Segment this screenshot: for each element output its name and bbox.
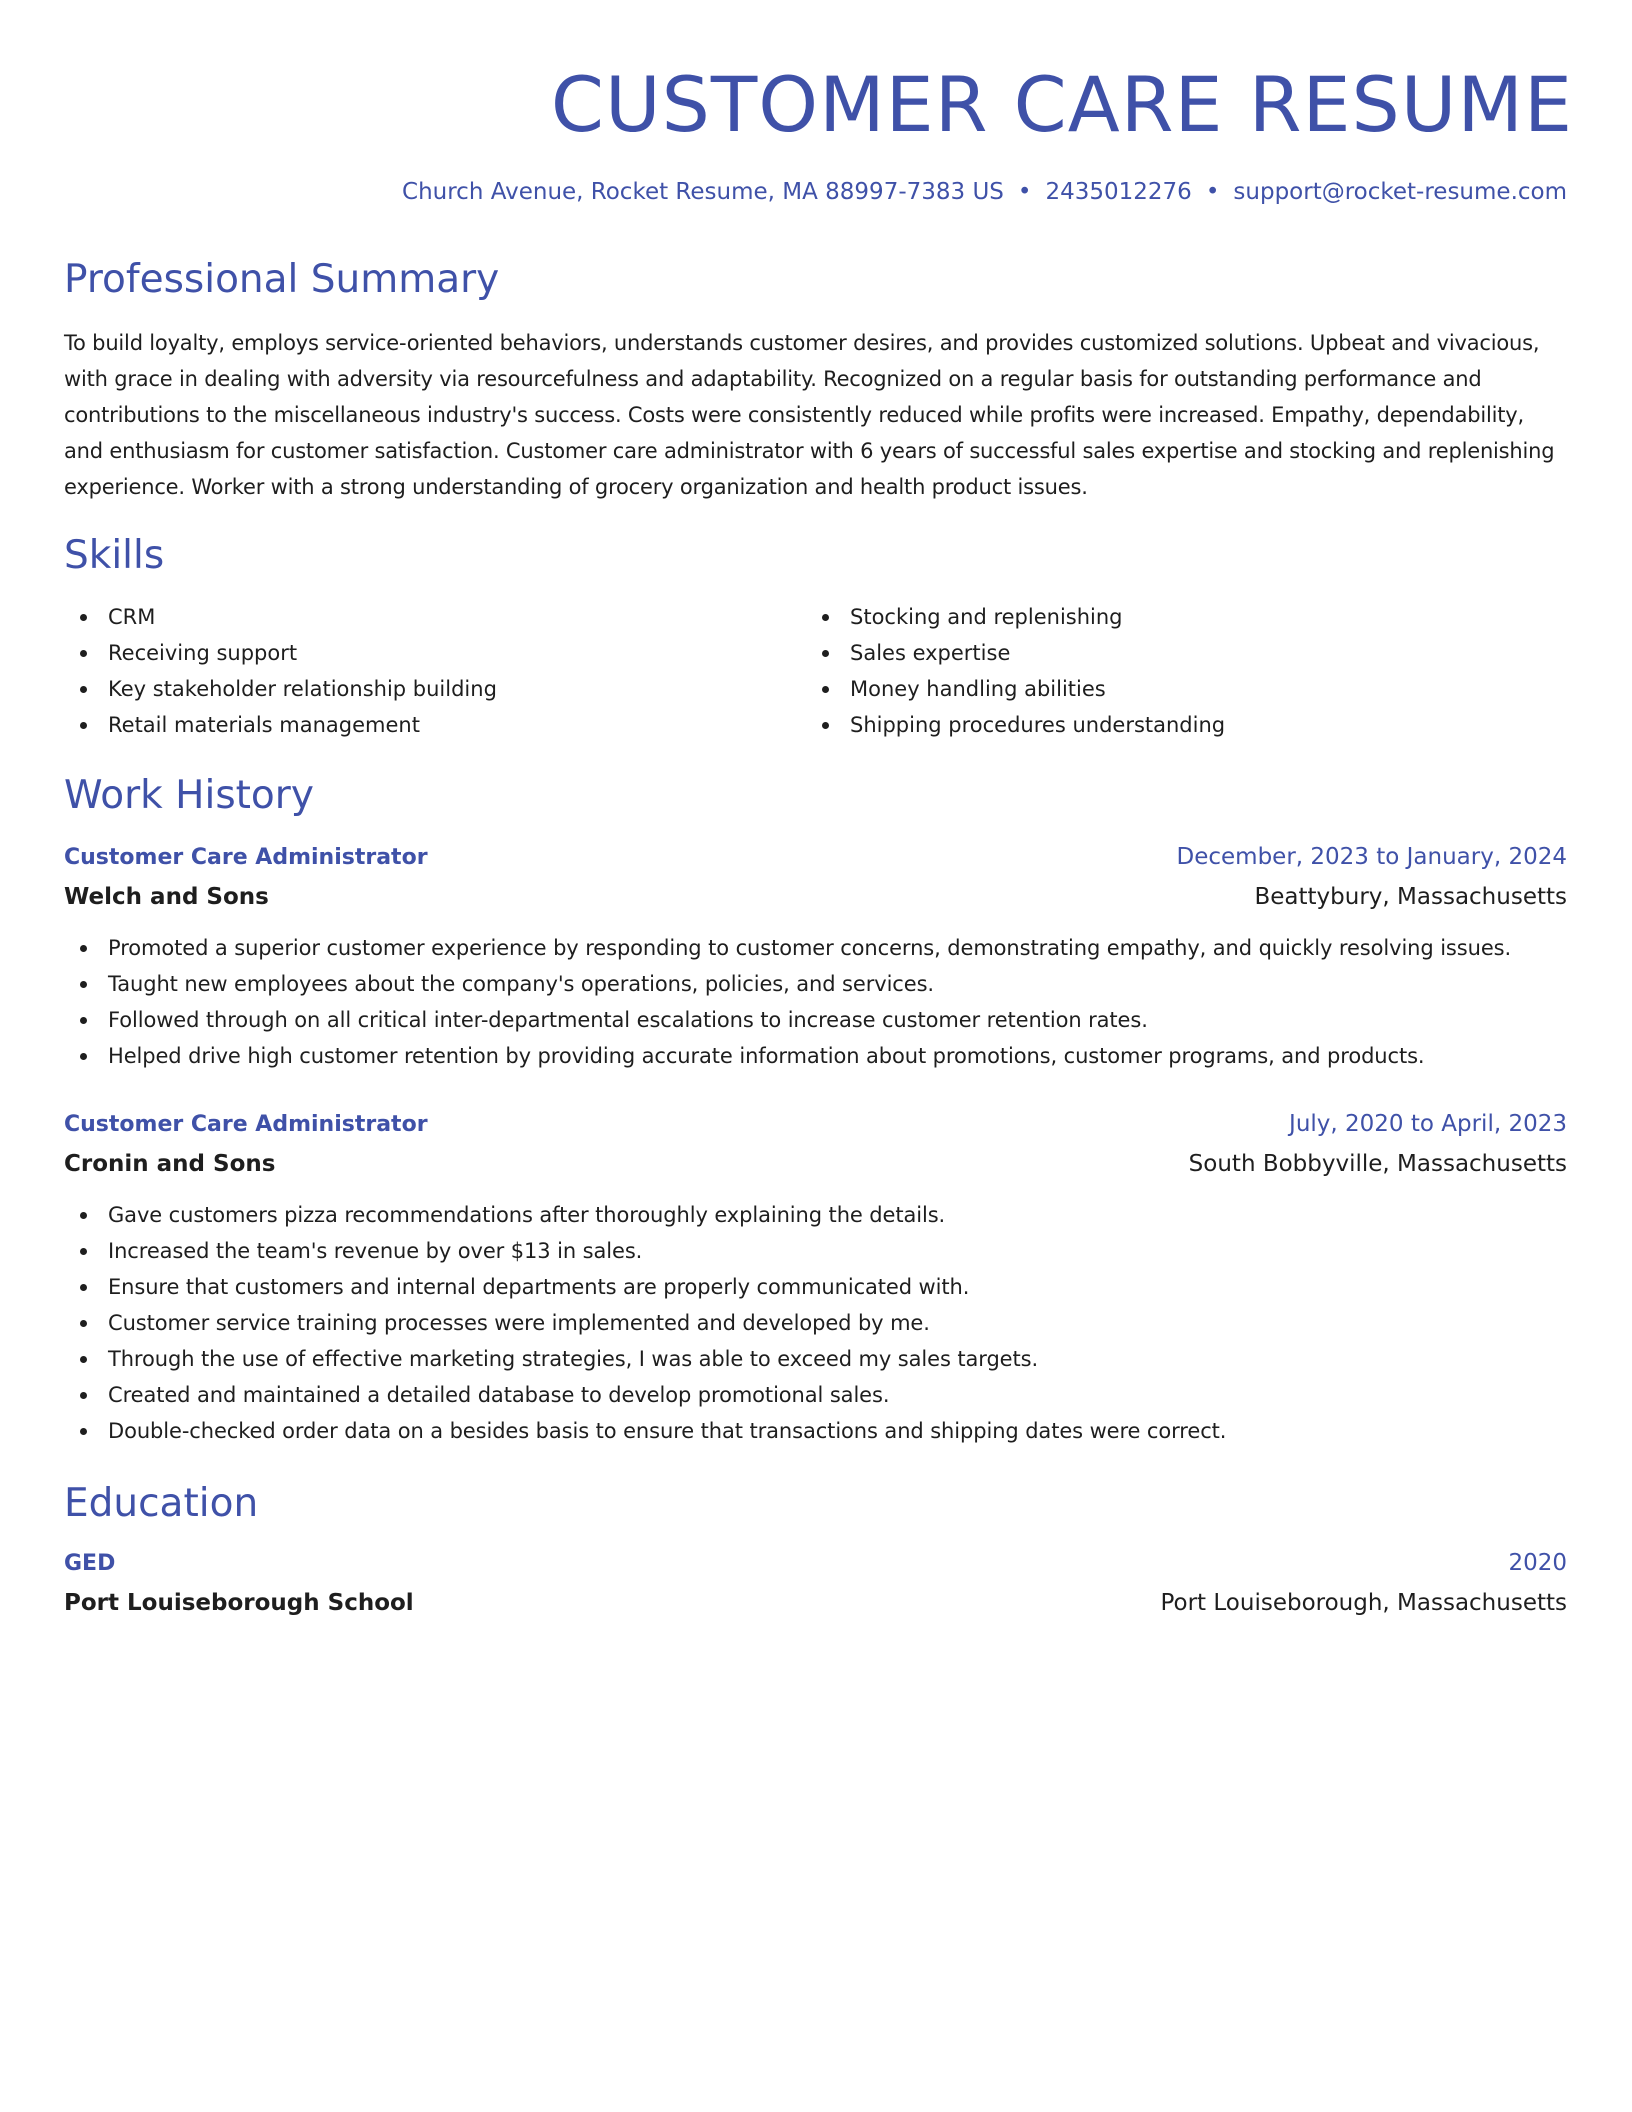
education-degree: GED — [64, 1551, 116, 1576]
job-company: Welch and Sons — [64, 884, 269, 910]
job-bullet: Created and maintained a detailed database to develop promotional sales. — [64, 1377, 1567, 1413]
skill-item: Stocking and replenishing — [806, 599, 1548, 635]
job-header-row — [64, 837, 1567, 878]
skills-column-right — [806, 599, 1548, 743]
contact-separator: • — [1017, 179, 1032, 205]
education-location: Port Louiseborough, Massachusetts — [1160, 1590, 1567, 1616]
job-bullet: Through the use of effective marketing strategies, I was able to exceed my sales targets. — [64, 1341, 1567, 1377]
job-location: Beattybury, Massachusetts — [1254, 884, 1567, 910]
resume-page — [64, 55, 1573, 1622]
skills-column-left — [64, 599, 806, 743]
job-bullet: Followed through on all critical inter-departmental escalations to increase customer retention rates. — [64, 1002, 1567, 1038]
summary-text: To build loyalty, employs service-oriented behaviors, understands customer desires, and provides customized solutions. Upbeat and vivacious, with grace in dealing with adversity via resourcefulness and adaptability. Recognized on a regular basis for outstanding performance and contributions to the miscellaneous industry's success. Costs were consistently reduced while profits were increased. Empathy, dependability, and enthusiasm for customer satisfaction. Customer care administrator with 6 years of successful sales expertise and stocking and replenishing experience. Worker with a strong understanding of grocery organization and health product issues. — [64, 331, 1555, 499]
job-bullet: Customer service training processes were implemented and developed by me. — [64, 1305, 1567, 1341]
job-bullet: Taught new employees about the company's operations, policies, and services. — [64, 966, 1567, 1002]
education-header-row — [64, 1543, 1567, 1584]
skills-list — [64, 599, 1567, 743]
job-location: South Bobbyville, Massachusetts — [1188, 1151, 1567, 1177]
job-entry — [64, 837, 1567, 1074]
contact-separator: • — [1205, 179, 1220, 205]
contact-phone: 2435012276 — [1045, 179, 1192, 205]
skill-item: Key stakeholder relationship building — [64, 671, 806, 707]
skill-item: Receiving support — [64, 635, 806, 671]
job-bullet: Ensure that customers and internal departments are properly communicated with. — [64, 1269, 1567, 1305]
job-bullet: Gave customers pizza recommendations after thoroughly explaining the details. — [64, 1197, 1567, 1233]
education-section-title: Education — [64, 1481, 259, 1526]
work-section-title: Work History — [64, 773, 314, 818]
job-company: Cronin and Sons — [64, 1151, 276, 1177]
job-bullet: Double-checked order data on a besides basis to ensure that transactions and shipping dates were correct. — [64, 1413, 1567, 1449]
education-entry — [64, 1543, 1567, 1622]
education-school-row — [64, 1584, 1567, 1622]
education-school: Port Louiseborough School — [64, 1590, 414, 1616]
skills-section-title: Skills — [64, 533, 165, 578]
job-bullet: Increased the team's revenue by over $13 in sales. — [64, 1233, 1567, 1269]
job-bullets — [64, 930, 1567, 1074]
resume-title: CUSTOMER CARE RESUME — [550, 60, 1573, 149]
contact-line — [64, 177, 1567, 207]
summary-section-title: Professional Summary — [64, 257, 500, 302]
job-dates: December, 2023 to January, 2024 — [1176, 844, 1567, 870]
job-title: Customer Care Administrator — [64, 1112, 428, 1137]
job-bullet: Helped drive high customer retention by providing accurate information about promotions, customer programs, and products. — [64, 1038, 1567, 1074]
job-company-row — [64, 878, 1567, 916]
skill-item: CRM — [64, 599, 806, 635]
job-bullets — [64, 1197, 1567, 1449]
contact-address: Church Avenue, Rocket Resume, MA 88997-7383 US — [402, 179, 1004, 205]
skill-item: Shipping procedures understanding — [806, 707, 1548, 743]
job-entry — [64, 1104, 1567, 1449]
job-dates: July, 2020 to April, 2023 — [1289, 1111, 1567, 1137]
skill-item: Money handling abilities — [806, 671, 1548, 707]
job-title: Customer Care Administrator — [64, 845, 428, 870]
education-year: 2020 — [1508, 1550, 1567, 1576]
job-company-row — [64, 1145, 1567, 1183]
contact-email: support@rocket-resume.com — [1233, 179, 1567, 205]
job-header-row — [64, 1104, 1567, 1145]
job-bullet: Promoted a superior customer experience by responding to customer concerns, demonstrating empathy, and quickly resolving issues. — [64, 930, 1567, 966]
skill-item: Retail materials management — [64, 707, 806, 743]
skill-item: Sales expertise — [806, 635, 1548, 671]
